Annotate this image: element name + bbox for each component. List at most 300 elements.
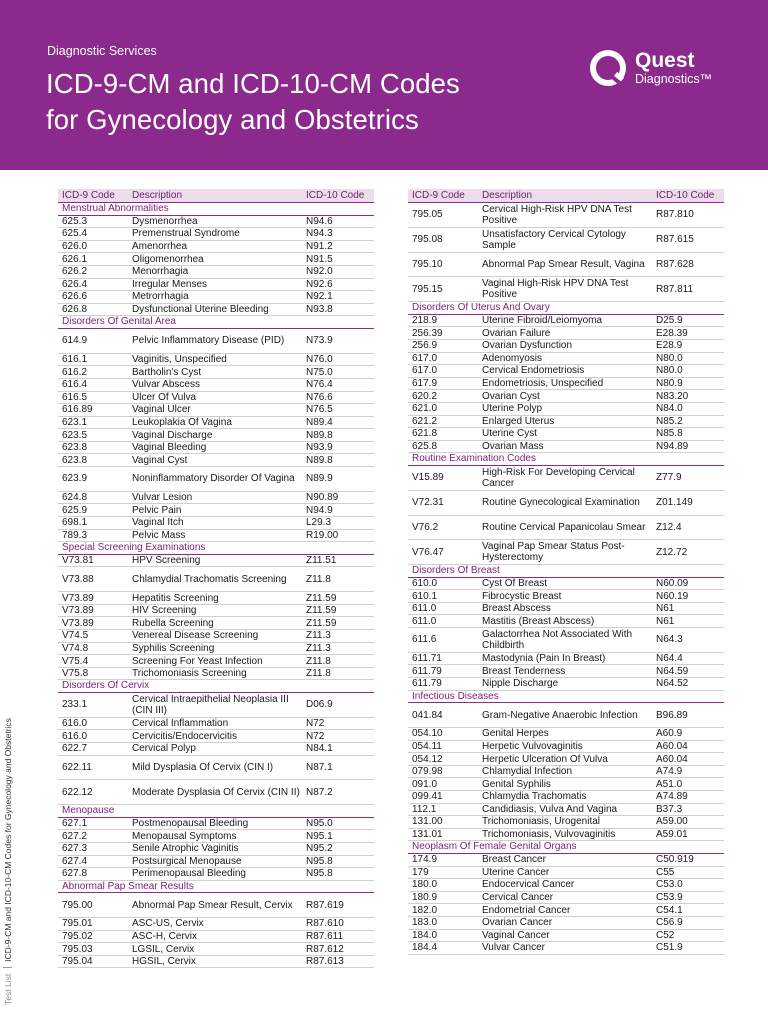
icd9-code: 611.6	[412, 634, 437, 646]
icd9-code: V75.4	[62, 655, 89, 667]
table-row	[58, 893, 374, 918]
icd9-code: 616.5	[62, 391, 88, 403]
icd10-code: N85.8	[656, 428, 683, 440]
icd9-code: V76.47	[412, 546, 444, 558]
description: Premenstrual Syndrome	[132, 228, 240, 240]
description: Metrorrhagia	[132, 291, 189, 303]
description: Postmenopausal Bleeding	[132, 818, 249, 830]
description: Breast Tenderness	[482, 665, 566, 677]
table-row	[58, 417, 374, 430]
table-row	[408, 378, 724, 391]
icd10-code: B37.3	[656, 803, 683, 815]
description: Vulvar Cancer	[482, 942, 545, 954]
title-line-1: ICD-9-CM and ICD-10-CM Codes	[46, 68, 460, 99]
icd9-code: 054.12	[412, 753, 443, 765]
icd10-code: R87.612	[306, 943, 344, 955]
table-row	[408, 491, 724, 516]
table-row	[58, 780, 374, 805]
icd10-code: A74.89	[656, 791, 688, 803]
table-row	[408, 653, 724, 666]
table-row	[408, 816, 724, 829]
description: Genital Syphilis	[482, 778, 551, 790]
table-row	[408, 917, 724, 930]
icd10-code: R87.628	[656, 258, 694, 270]
table-row	[408, 892, 724, 905]
icd9-code: 627.2	[62, 830, 88, 842]
description: Chlamydial Trachomatis Screening	[132, 573, 287, 585]
icd10-code: N89.4	[306, 417, 333, 428]
icd10-code: N92.1	[306, 291, 333, 303]
icd9-code: 795.15	[412, 283, 443, 295]
icd10-code: A51.0	[656, 778, 683, 790]
icd9-code: V74.5	[62, 630, 89, 642]
icd10-code: C50.919	[656, 854, 694, 866]
description: Genital Herpes	[482, 728, 549, 740]
icd9-code: 626.4	[62, 278, 88, 290]
description: Senile Atrophic Vaginitis	[132, 843, 239, 855]
table-row	[58, 605, 374, 618]
description: Leukoplakia Of Vagina	[132, 417, 232, 428]
icd10-code: N76.4	[306, 379, 333, 391]
icd9-code: 611.0	[412, 615, 437, 627]
icd9-code: 626.1	[62, 253, 88, 265]
icd9-code: V15.89	[412, 472, 444, 484]
icd10-code: N92.0	[306, 266, 333, 278]
section-heading: Infectious Diseases	[408, 691, 724, 704]
icd10-code: A74.9	[656, 766, 683, 778]
icd9-code: 112.1	[412, 803, 437, 815]
icd10-code: Z01.149	[656, 497, 693, 509]
table-row	[408, 678, 724, 691]
icd9-code: 795.10	[412, 258, 443, 270]
icd9-code: 626.0	[62, 241, 88, 253]
icd10-code: N94.9	[306, 504, 333, 516]
icd9-code: 617.0	[412, 365, 438, 377]
description: Vaginal Bleeding	[132, 442, 207, 454]
icd10-code: N64.3	[656, 634, 683, 646]
table-row	[408, 315, 724, 328]
col-header-description: Description	[132, 190, 183, 201]
icd9-code: 623.1	[62, 417, 88, 428]
description: Vaginitis, Unspecified	[132, 354, 227, 366]
icd10-code: R87.611	[306, 931, 344, 942]
table-row	[408, 340, 724, 353]
icd9-code: V73.81	[62, 555, 94, 567]
icd9-code: 610.1	[412, 590, 438, 602]
table-row	[58, 266, 374, 279]
icd10-code: N93.9	[306, 442, 333, 454]
table-row	[58, 404, 374, 417]
description: Unsatisfactory Cervical Cytology Sample	[482, 228, 626, 251]
icd9-code: V73.89	[62, 592, 94, 604]
description: HPV Screening	[132, 555, 201, 567]
table-row	[58, 931, 374, 944]
table-row	[408, 578, 724, 591]
section-heading: Neoplasm Of Female Genital Organs	[408, 841, 724, 854]
description: Syphilis Screening	[132, 642, 215, 654]
icd9-code: V73.88	[62, 573, 94, 585]
icd10-code: N76.0	[306, 354, 333, 366]
icd10-code: N85.2	[656, 415, 683, 427]
icd10-code: N61	[656, 615, 675, 627]
icd10-code: R87.810	[656, 209, 694, 221]
icd9-code: 623.9	[62, 473, 88, 485]
col-header-icd10: ICD-10 Code	[656, 190, 715, 201]
icd10-code: N89.8	[306, 429, 333, 441]
table-row	[408, 390, 724, 403]
icd9-code: 218.9	[412, 315, 438, 327]
icd10-code: R87.613	[306, 956, 344, 968]
table-row	[408, 253, 724, 278]
section-heading: Disorders Of Breast	[408, 565, 724, 578]
icd9-code: V74.8	[62, 642, 89, 654]
table-row	[58, 830, 374, 843]
description: Ovarian Dysfunction	[482, 340, 573, 352]
description: Endocervical Cancer	[482, 879, 575, 891]
left-code-table	[58, 189, 374, 968]
description: Pelvic Pain	[132, 504, 182, 516]
table-row	[58, 956, 374, 969]
description: Vaginal Pap Smear Status Post-Hysterectomy	[482, 541, 625, 564]
table-row	[58, 392, 374, 405]
icd9-code: 621.0	[412, 403, 438, 415]
icd10-code: N94.6	[306, 215, 333, 227]
icd9-code: 183.0	[412, 917, 438, 929]
logo-name: Quest	[635, 49, 695, 72]
description: Cervical Inflammation	[132, 718, 229, 730]
icd9-code: 099.41	[412, 791, 443, 803]
description: Vaginal Ulcer	[132, 404, 191, 416]
table-row	[58, 216, 374, 229]
icd9-code: 795.01	[62, 918, 93, 930]
col-header-icd10: ICD-10 Code	[306, 190, 365, 201]
description: Uterine Cyst	[482, 428, 538, 440]
icd9-code: 622.12	[62, 786, 93, 798]
description: Vaginal High-Risk HPV DNA Test Positive	[482, 278, 629, 301]
icd9-code: 789.3	[62, 529, 88, 541]
icd9-code: 626.6	[62, 291, 88, 303]
icd10-code: R87.610	[306, 918, 344, 930]
icd10-code: N80.9	[656, 378, 683, 390]
description: Trichomoniasis, Vulvovaginitis	[482, 829, 616, 841]
description: Galactorrhea Not Associated With Childbirth	[482, 628, 633, 651]
icd9-code: 627.1	[62, 818, 88, 830]
table-row	[58, 530, 374, 543]
icd9-code: 079.98	[412, 766, 443, 778]
icd9-code: 174.9	[412, 854, 438, 866]
description: Vaginal Cyst	[132, 454, 188, 466]
section-heading: Disorders Of Uterus And Ovary	[408, 302, 724, 315]
icd9-code: 795.05	[412, 209, 443, 221]
table-row	[58, 379, 374, 392]
description: Uterine Fibroid/Leiomyoma	[482, 315, 603, 327]
table-row	[58, 655, 374, 668]
description: Enlarged Uterus	[482, 415, 555, 427]
description: Cervical Polyp	[132, 743, 196, 755]
table-row	[58, 354, 374, 367]
description: Ovarian Mass	[482, 441, 544, 453]
table-row	[408, 228, 724, 253]
icd10-code: N76.6	[306, 391, 333, 403]
icd10-code: N84.0	[656, 403, 683, 415]
icd9-code: 622.7	[62, 743, 88, 755]
icd9-code: 795.00	[62, 899, 93, 911]
section-heading: Menstrual Abnormalities	[58, 203, 374, 216]
table-row	[58, 743, 374, 756]
description: Perimenopausal Bleeding	[132, 868, 246, 880]
icd9-code: 131.00	[412, 816, 443, 828]
icd9-code: 623.8	[62, 454, 88, 466]
icd9-code: 627.8	[62, 868, 88, 880]
icd9-code: 041.84	[412, 709, 443, 721]
description: Cyst Of Breast	[482, 577, 548, 589]
description: Vaginal Cancer	[482, 929, 550, 941]
icd10-code: C54.1	[656, 904, 683, 916]
icd10-code: N84.1	[306, 743, 333, 755]
description: Vulvar Lesion	[132, 492, 193, 504]
icd10-code: N95.2	[306, 843, 333, 855]
description: Vaginal Discharge	[132, 429, 213, 441]
icd10-code: N64.59	[656, 665, 689, 677]
table-row	[408, 590, 724, 603]
icd9-code: 182.0	[412, 904, 438, 916]
table-row	[58, 818, 374, 831]
icd10-code: C53.0	[656, 879, 683, 891]
table-row	[408, 277, 724, 302]
icd10-code: Z11.8	[306, 655, 331, 667]
table-row	[408, 353, 724, 366]
description: Uterine Polyp	[482, 403, 543, 415]
icd9-code: 624.8	[62, 492, 88, 504]
icd9-code: 179	[412, 866, 429, 878]
table-row	[408, 791, 724, 804]
description: Mastodynia (Pain In Breast)	[482, 653, 606, 665]
icd9-code: V72.31	[412, 497, 444, 509]
description: LGSIL, Cervix	[132, 943, 195, 955]
description: Cervical High-Risk HPV DNA Test Positive	[482, 203, 632, 226]
icd10-code: R87.615	[656, 234, 694, 246]
icd9-code: 622.11	[62, 761, 92, 773]
description: Breast Cancer	[482, 854, 546, 866]
page-title	[46, 66, 460, 138]
icd9-code: 621.8	[412, 428, 438, 440]
icd9-code: 625.8	[412, 441, 438, 453]
icd9-code: 054.10	[412, 728, 443, 740]
icd9-code: 616.1	[62, 354, 88, 366]
description: Trichomoniasis, Urogenital	[482, 816, 601, 828]
description: Oligomenorrhea	[132, 253, 204, 265]
icd10-code: A60.04	[656, 753, 688, 765]
section-heading: Disorders Of Cervix	[58, 680, 374, 693]
icd9-code: V75.8	[62, 668, 89, 680]
icd9-code: 623.8	[62, 442, 88, 454]
icd9-code: 233.1	[62, 699, 88, 711]
icd9-code: 616.2	[62, 366, 88, 378]
table-row	[58, 943, 374, 956]
description: Ulcer Of Vulva	[132, 391, 197, 403]
icd9-code: 795.08	[412, 234, 443, 246]
icd9-code: 625.9	[62, 504, 88, 516]
icd10-code: C56.9	[656, 917, 683, 929]
icd10-code: Z77.9	[656, 472, 682, 484]
description: Routine Cervical Papanicolau Smear	[482, 521, 646, 533]
description: Abnormal Pap Smear Result, Vagina	[482, 258, 645, 270]
table-row	[408, 867, 724, 880]
side-caption	[3, 605, 13, 1005]
icd9-code: 616.0	[62, 718, 88, 730]
description: Venereal Disease Screening	[132, 630, 259, 642]
description: ASC-H, Cervix	[132, 931, 198, 942]
icd9-code: 698.1	[62, 517, 88, 529]
description: Hepatitis Screening	[132, 592, 219, 604]
table-row	[58, 454, 374, 467]
icd10-code: N94.89	[656, 441, 689, 453]
description: Cervical Cancer	[482, 892, 554, 904]
table-row	[408, 741, 724, 754]
icd9-code: 184.4	[412, 942, 438, 954]
icd10-code: N76.5	[306, 404, 333, 416]
header-banner	[0, 0, 768, 170]
side-divider	[3, 967, 12, 968]
icd10-code: E28.9	[656, 340, 683, 352]
description: Noninflammatory Disorder Of Vagina	[132, 473, 295, 485]
icd10-code: C51.9	[656, 942, 683, 954]
icd10-code: N93.8	[306, 304, 333, 316]
table-row	[58, 730, 374, 743]
icd9-code: 623.5	[62, 429, 88, 441]
description: Mild Dysplasia Of Cervix (CIN I)	[132, 761, 274, 773]
quest-logo-icon	[589, 49, 629, 89]
icd9-code: 627.4	[62, 855, 88, 867]
description: Herpetic Ulceration Of Vulva	[482, 753, 608, 765]
icd10-code: N72	[306, 730, 325, 742]
table-row	[408, 904, 724, 917]
table-row	[58, 555, 374, 568]
icd10-code: Z11.8	[306, 573, 331, 585]
icd10-code: N91.2	[306, 241, 333, 253]
icd10-code: D25.9	[656, 315, 683, 327]
table-row	[408, 829, 724, 842]
table-row	[58, 868, 374, 881]
table-row	[58, 442, 374, 455]
icd10-code: N72	[306, 718, 325, 730]
description: Irregular Menses	[132, 278, 208, 290]
table-row	[58, 643, 374, 656]
description: Menopausal Symptoms	[132, 830, 237, 842]
icd10-code: N95.8	[306, 868, 333, 880]
table-row	[408, 428, 724, 441]
description: High-Risk For Developing Cervical Cancer	[482, 466, 635, 489]
table-row	[408, 942, 724, 955]
right-table-header	[408, 189, 724, 203]
table-row	[408, 728, 724, 741]
table-row	[408, 703, 724, 728]
table-row	[58, 429, 374, 442]
icd9-code: 184.0	[412, 929, 438, 941]
description: Herpetic Vulvovaginitis	[482, 740, 583, 752]
icd9-code: 131.01	[412, 829, 443, 841]
description: Vulvar Abscess	[132, 379, 200, 391]
table-row	[58, 467, 374, 492]
icd10-code: D06.9	[306, 699, 333, 711]
description: Chlamydia Trachomatis	[482, 791, 587, 803]
description: Rubella Screening	[132, 617, 214, 629]
table-row	[408, 778, 724, 791]
table-row	[58, 617, 374, 630]
col-header-icd9: ICD-9 Code	[412, 190, 465, 201]
table-row	[408, 416, 724, 429]
icd9-code: 795.04	[62, 956, 93, 968]
description: Candidiasis, Vulva And Vagina	[482, 803, 618, 815]
description: Bartholin's Cyst	[132, 366, 202, 378]
icd10-code: N95.1	[306, 830, 333, 842]
icd10-code: Z12.4	[656, 521, 682, 533]
description: HIV Screening	[132, 605, 197, 617]
icd10-code: A60.04	[656, 740, 688, 752]
icd10-code: A59.00	[656, 816, 688, 828]
icd10-code: Z11.3	[306, 642, 331, 654]
description: Adenomyosis	[482, 352, 543, 364]
icd9-code: 620.2	[412, 390, 438, 402]
icd10-code: C53.9	[656, 892, 683, 904]
col-header-icd9: ICD-9 Code	[62, 190, 115, 201]
table-row	[408, 441, 724, 454]
icd10-code: N87.2	[306, 786, 333, 798]
table-row	[408, 365, 724, 378]
table-row	[58, 304, 374, 317]
icd9-code: V76.2	[412, 521, 439, 533]
table-row	[408, 804, 724, 817]
icd10-code: N75.0	[306, 366, 333, 378]
icd9-code: 626.8	[62, 304, 88, 316]
description: Screening For Yeast Infection	[132, 655, 263, 667]
description: Abnormal Pap Smear Result, Cervix	[132, 899, 293, 911]
icd10-code: Z11.59	[306, 592, 337, 604]
table-row	[58, 241, 374, 254]
table-row	[58, 592, 374, 605]
table-row	[408, 603, 724, 616]
icd10-code: N95.0	[306, 818, 333, 830]
icd10-code: N89.9	[306, 473, 333, 485]
description: ASC-US, Cervix	[132, 918, 204, 930]
icd9-code: 627.3	[62, 843, 88, 855]
section-heading: Abnormal Pap Smear Results	[58, 881, 374, 894]
quest-logo	[589, 46, 739, 96]
icd9-code: 616.4	[62, 379, 88, 391]
table-row	[408, 516, 724, 541]
right-code-table	[408, 189, 724, 955]
description: Cervical Intraepithelial Neoplasia III (CIN III)	[132, 693, 289, 716]
icd10-code: N87.1	[306, 761, 333, 773]
icd9-code: 611.79	[412, 678, 442, 690]
description: Mastitis (Breast Abscess)	[482, 615, 595, 627]
description: Ovarian Cancer	[482, 917, 553, 929]
icd9-code: 611.0	[412, 603, 437, 615]
table-row	[408, 466, 724, 491]
icd9-code: 625.4	[62, 228, 88, 240]
description: Breast Abscess	[482, 603, 551, 615]
table-row	[408, 203, 724, 228]
icd10-code: E28.39	[656, 327, 688, 339]
section-heading: Routine Examination Codes	[408, 453, 724, 466]
description: Ovarian Cyst	[482, 390, 540, 402]
icd9-code: 795.03	[62, 943, 93, 955]
section-heading: Special Screening Examinations	[58, 542, 374, 555]
col-header-description: Description	[482, 190, 533, 201]
icd9-code: V73.89	[62, 605, 94, 617]
table-row	[58, 918, 374, 931]
icd9-code: 614.9	[62, 335, 88, 347]
